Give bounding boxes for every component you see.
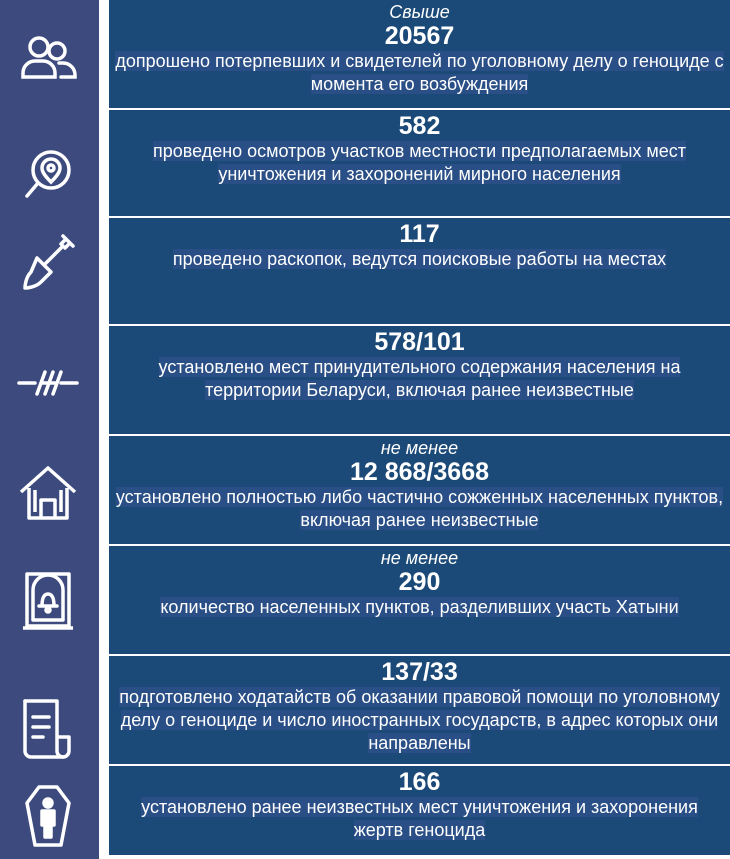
shovel-icon	[15, 228, 81, 294]
stat-row	[109, 326, 730, 436]
stat-number: 166	[398, 768, 441, 796]
stat-description: проведено раскопок, ведутся поисковые работы на местах	[172, 249, 667, 269]
icon-sidebar	[0, 0, 99, 859]
stat-description: установлено полностью либо частично сожженных населенных пунктов, включая ранее неизвестные	[115, 487, 724, 530]
stat-row	[109, 436, 730, 546]
stat-number: 137/33	[381, 658, 458, 686]
stat-row	[109, 0, 730, 110]
divider	[99, 0, 109, 859]
bell-memorial-icon	[15, 568, 81, 634]
stat-number: 582	[398, 112, 441, 140]
stat-description: допрошено потерпевших и свидетелей по уголовному делу о геноциде с момента его возбуждения	[115, 51, 724, 94]
prefix: не менее	[380, 438, 459, 458]
stat-row	[109, 546, 730, 656]
location-search-icon	[15, 140, 81, 206]
house-icon	[15, 460, 81, 526]
stat-description: подготовлено ходатайств об оказании правовой помощи по уголовному делу о геноциде и число иностранных государств, в адрес которых они направлены	[119, 687, 720, 753]
stats-list	[109, 0, 730, 859]
stat-number: 12 868/3668	[349, 458, 490, 486]
coffin-icon	[15, 783, 81, 849]
stat-number: 20567	[384, 22, 455, 50]
stat-description: установлено мест принудительного содержания населения на территории Беларуси, включая ранее неизвестные	[158, 357, 681, 400]
document-icon	[15, 695, 81, 761]
prefix: Свыше	[389, 2, 450, 22]
stat-row	[109, 218, 730, 326]
stat-row	[109, 766, 730, 855]
stat-number: 290	[398, 568, 441, 596]
stat-row	[109, 110, 730, 218]
stat-number: 117	[399, 220, 440, 248]
prefix: не менее	[380, 548, 459, 568]
people-icon	[15, 25, 81, 91]
barbed-wire-icon	[15, 350, 81, 416]
stat-row	[109, 656, 730, 766]
stat-description: установлено ранее неизвестных мест уничтожения и захоронения жертв геноцида	[141, 797, 698, 840]
stat-description: количество населенных пунктов, разделивших участь Хатыни	[160, 597, 679, 617]
stat-number: 578/101	[374, 328, 465, 356]
stat-description: проведено осмотров участков местности предполагаемых мест уничтожения и захоронений мирного населения	[152, 141, 687, 184]
